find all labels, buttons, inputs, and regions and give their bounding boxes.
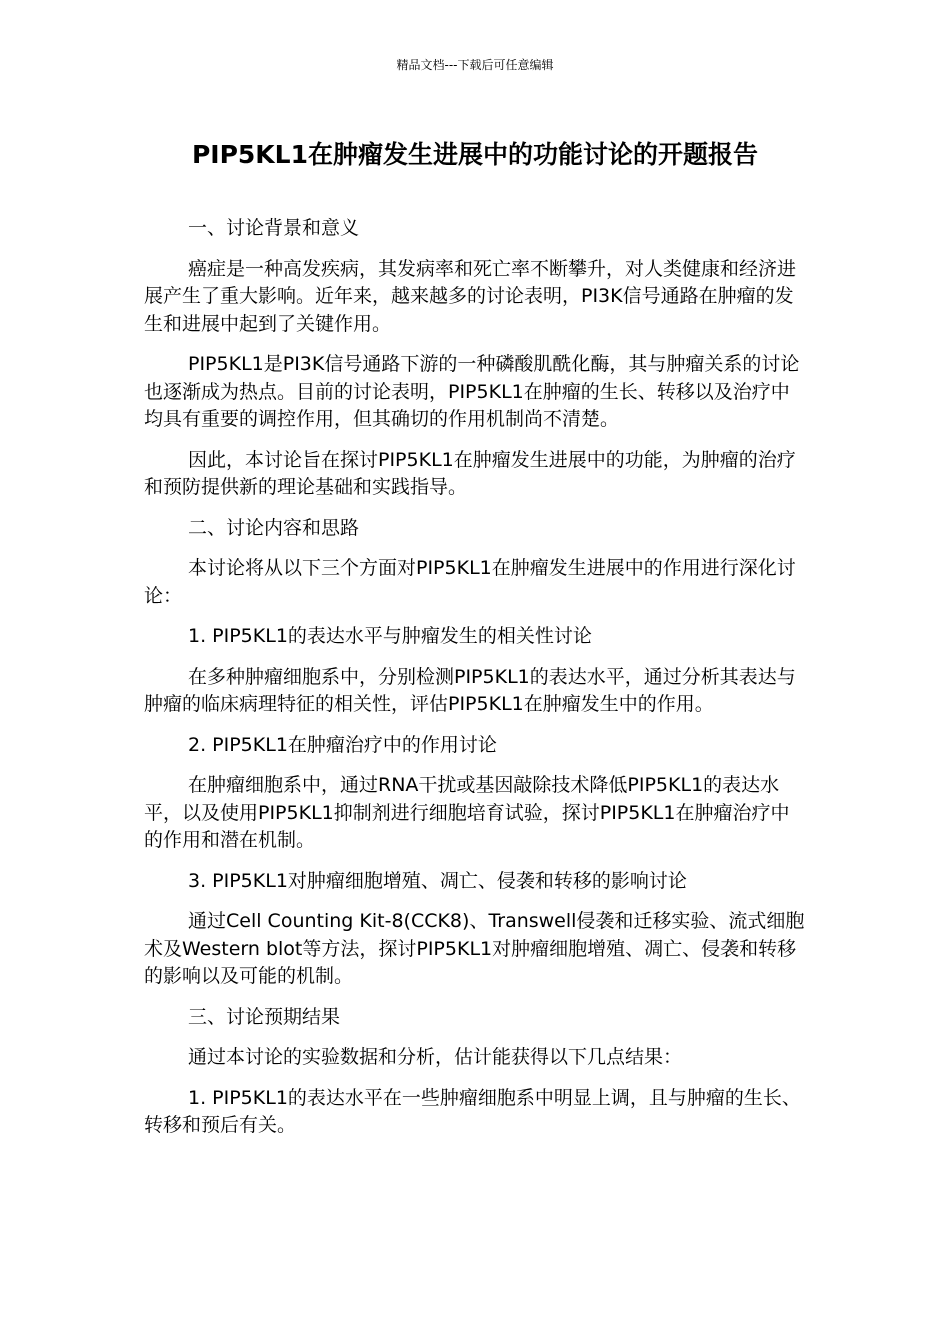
section-heading-content: 二、讨论内容和思路	[188, 516, 360, 539]
header-note: 精品文档---下载后可任意编辑	[396, 58, 554, 72]
paragraph: 癌症是一种高发疾病，其发病率和死亡率不断攀升，对人类健康和经济进展产生了重大影响。近年来，越来越多的讨论表明，PI3K信号通路在肿瘤的发生和进展中起到了关键作用。	[144, 257, 797, 335]
document-title: PIP5KL1在肿瘤发生进展中的功能讨论的开题报告	[191, 140, 759, 169]
paragraph: 通过Cell Counting Kit-8(CCK8)、Transwell侵袭和迁移实验、流式细胞术及Western blot等方法，探讨PIP5KL1对肿瘤细胞增殖、凋亡、侵袭和转移的影响以及可能的机制。	[144, 910, 805, 987]
paragraph: 在肿瘤细胞系中，通过RNA干扰或基因敲除技术降低PIP5KL1的表达水平，以及使用PIP5KL1抑制剂进行细胞培育试验，探讨PIP5KL1在肿瘤治疗中的作用和潜在机制。	[144, 774, 790, 851]
paragraph: 本讨论将从以下三个方面对PIP5KL1在肿瘤发生进展中的作用进行深化讨论：	[144, 557, 796, 607]
subsection-heading-1: 1. PIP5KL1的表达水平与肿瘤发生的相关性讨论	[188, 625, 592, 647]
paragraph: 在多种肿瘤细胞系中，分别检测PIP5KL1的表达水平，通过分析其表达与肿瘤的临床病理特征的相关性，评估PIP5KL1在肿瘤发生中的作用。	[144, 665, 796, 715]
section-heading-results: 三、讨论预期结果	[188, 1005, 341, 1028]
paragraph: 因此，本讨论旨在探讨PIP5KL1在肿瘤发生进展中的功能，为肿瘤的治疗和预防提供新的理论基础和实践指导。	[144, 448, 796, 498]
subsection-heading-2: 2. PIP5KL1在肿瘤治疗中的作用讨论	[188, 733, 497, 756]
paragraph: 通过本讨论的实验数据和分析，估计能获得以下几点结果：	[188, 1046, 683, 1068]
subsection-heading-3: 3. PIP5KL1对肿瘤细胞增殖、凋亡、侵袭和转移的影响讨论	[188, 869, 687, 892]
result-item-1: 1. PIP5KL1的表达水平在一些肿瘤细胞系中明显上调，且与肿瘤的生长、转移和预后有关。	[144, 1086, 801, 1136]
paragraph: PIP5KL1是PI3K信号通路下游的一种磷酸肌酰化酶，其与肿瘤关系的讨论也逐渐成为热点。目前的讨论表明，PIP5KL1在肿瘤的生长、转移以及治疗中均具有重要的调控作用，但其确切的作用机制尚不清楚。	[144, 353, 800, 430]
section-heading-background: 一、讨论背景和意义	[188, 217, 360, 239]
document-body	[144, 215, 808, 1153]
